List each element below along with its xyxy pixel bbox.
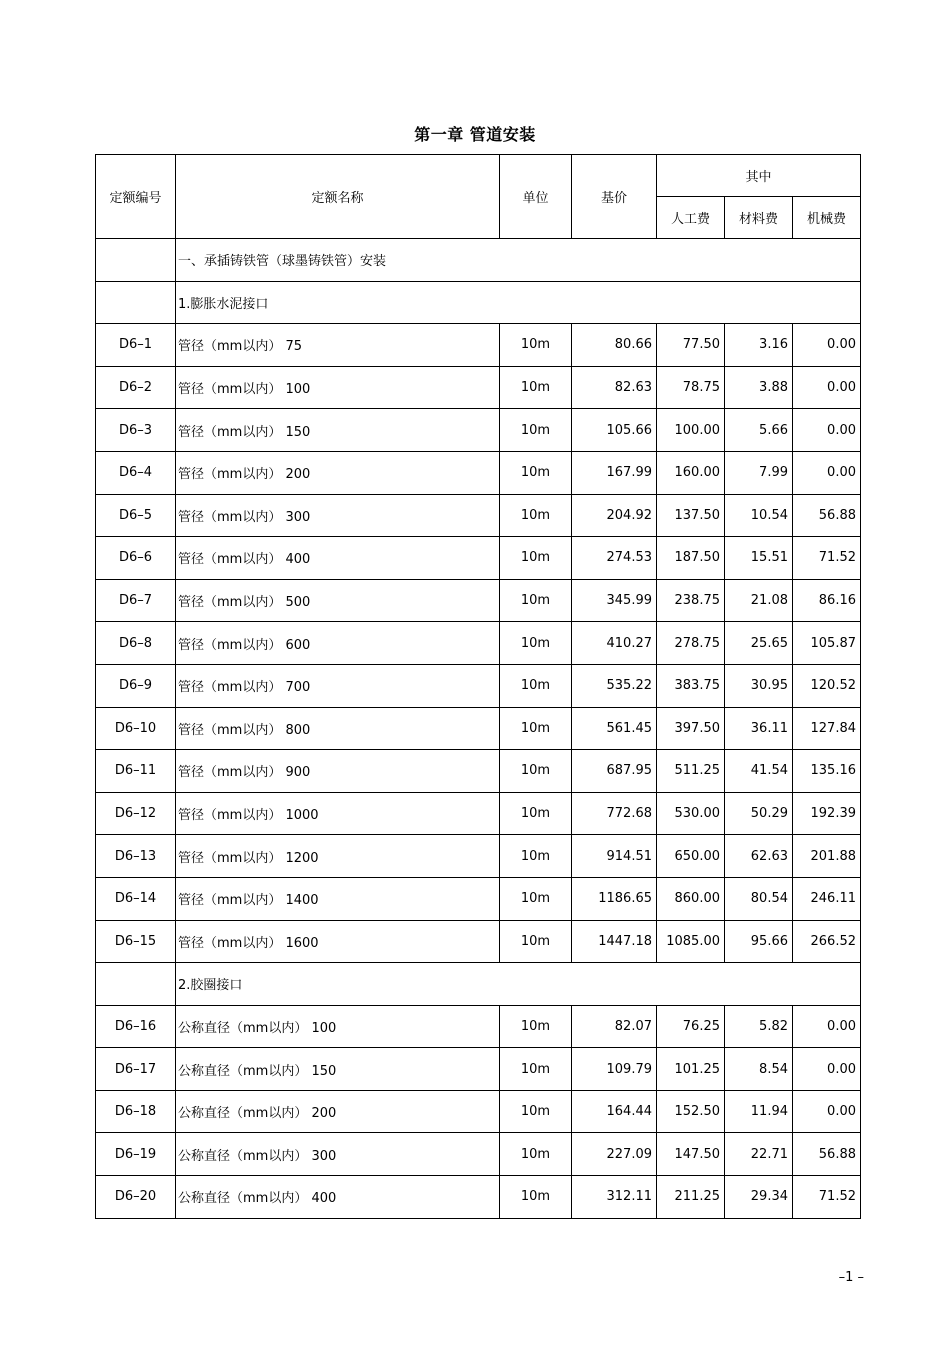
cell-code: D6–19	[96, 1133, 176, 1176]
cell-name: 管径（mm以内） 1200	[176, 835, 500, 878]
cell-name: 管径（mm以内） 800	[176, 707, 500, 750]
cell-labor: 650.00	[657, 835, 725, 878]
cell-material: 80.54	[725, 877, 793, 920]
cell-code: D6–13	[96, 835, 176, 878]
section-title: 一、承插铸铁管（球墨铸铁管）安装	[176, 239, 861, 282]
cell-material: 7.99	[725, 451, 793, 494]
cell-labor: 278.75	[657, 622, 725, 665]
cell-name: 管径（mm以内） 200	[176, 451, 500, 494]
cell-labor: 137.50	[657, 494, 725, 537]
cell-name: 公称直径（mm以内） 200	[176, 1090, 500, 1133]
table-row	[96, 451, 861, 494]
cell-name: 公称直径（mm以内） 300	[176, 1133, 500, 1176]
table-row	[96, 622, 861, 665]
table-row	[96, 366, 861, 409]
cell-code: D6–14	[96, 877, 176, 920]
cell-material: 5.82	[725, 1005, 793, 1048]
table-body	[96, 239, 861, 1219]
cell-name: 管径（mm以内） 900	[176, 750, 500, 793]
section-code-cell	[96, 963, 176, 1006]
table-row	[96, 579, 861, 622]
cell-material: 30.95	[725, 664, 793, 707]
cell-code: D6–20	[96, 1176, 176, 1219]
cell-name: 公称直径（mm以内） 150	[176, 1048, 500, 1091]
cell-unit: 10m	[500, 750, 572, 793]
cell-labor: 211.25	[657, 1176, 725, 1219]
cell-base-price: 1447.18	[572, 920, 657, 963]
cell-unit: 10m	[500, 324, 572, 367]
cell-base-price: 561.45	[572, 707, 657, 750]
cell-machine: 127.84	[793, 707, 861, 750]
cell-base-price: 82.07	[572, 1005, 657, 1048]
cell-code: D6–6	[96, 537, 176, 580]
cell-base-price: 164.44	[572, 1090, 657, 1133]
header-labor: 人工费	[657, 197, 725, 239]
cell-labor: 78.75	[657, 366, 725, 409]
cell-unit: 10m	[500, 664, 572, 707]
cell-unit: 10m	[500, 537, 572, 580]
cell-base-price: 109.79	[572, 1048, 657, 1091]
cell-name: 公称直径（mm以内） 100	[176, 1005, 500, 1048]
table-row	[96, 664, 861, 707]
cell-material: 21.08	[725, 579, 793, 622]
cell-material: 36.11	[725, 707, 793, 750]
cell-labor: 397.50	[657, 707, 725, 750]
cell-code: D6–5	[96, 494, 176, 537]
cell-name: 管径（mm以内） 1000	[176, 792, 500, 835]
cell-material: 22.71	[725, 1133, 793, 1176]
cell-unit: 10m	[500, 707, 572, 750]
cell-code: D6–1	[96, 324, 176, 367]
cell-code: D6–9	[96, 664, 176, 707]
cell-machine: 0.00	[793, 451, 861, 494]
cell-base-price: 1186.65	[572, 877, 657, 920]
cell-base-price: 80.66	[572, 324, 657, 367]
page-title: 第一章 管道安装	[414, 125, 536, 144]
cell-machine: 0.00	[793, 366, 861, 409]
cell-name: 管径（mm以内） 300	[176, 494, 500, 537]
table-row	[96, 750, 861, 793]
section-title: 1.膨胀水泥接口	[176, 281, 861, 324]
cell-machine: 246.11	[793, 877, 861, 920]
cell-machine: 71.52	[793, 537, 861, 580]
cell-material: 95.66	[725, 920, 793, 963]
cell-material: 5.66	[725, 409, 793, 452]
cell-material: 15.51	[725, 537, 793, 580]
cell-unit: 10m	[500, 366, 572, 409]
table-row	[96, 707, 861, 750]
table-row	[96, 920, 861, 963]
cell-machine: 266.52	[793, 920, 861, 963]
table-row	[96, 324, 861, 367]
cell-unit: 10m	[500, 579, 572, 622]
cell-machine: 0.00	[793, 1048, 861, 1091]
page-number: –1 –	[838, 1270, 864, 1285]
cell-base-price: 105.66	[572, 409, 657, 452]
cell-material: 50.29	[725, 792, 793, 835]
cell-code: D6–12	[96, 792, 176, 835]
cell-labor: 511.25	[657, 750, 725, 793]
header-name: 定额名称	[176, 155, 500, 239]
cell-machine: 86.16	[793, 579, 861, 622]
cell-machine: 192.39	[793, 792, 861, 835]
cell-machine: 0.00	[793, 409, 861, 452]
cell-code: D6–17	[96, 1048, 176, 1091]
cell-base-price: 535.22	[572, 664, 657, 707]
cell-material: 62.63	[725, 835, 793, 878]
cell-unit: 10m	[500, 1133, 572, 1176]
cell-labor: 100.00	[657, 409, 725, 452]
cell-code: D6–8	[96, 622, 176, 665]
cell-labor: 160.00	[657, 451, 725, 494]
cell-machine: 0.00	[793, 1090, 861, 1133]
cell-machine: 71.52	[793, 1176, 861, 1219]
cell-name: 管径（mm以内） 500	[176, 579, 500, 622]
cell-base-price: 82.63	[572, 366, 657, 409]
cell-base-price: 410.27	[572, 622, 657, 665]
cell-unit: 10m	[500, 835, 572, 878]
cell-machine: 105.87	[793, 622, 861, 665]
cell-unit: 10m	[500, 1005, 572, 1048]
section-row	[96, 963, 861, 1006]
table-row	[96, 1048, 861, 1091]
cell-machine: 135.16	[793, 750, 861, 793]
cell-name: 管径（mm以内） 400	[176, 537, 500, 580]
cell-code: D6–11	[96, 750, 176, 793]
section-row	[96, 239, 861, 282]
cell-base-price: 687.95	[572, 750, 657, 793]
cell-base-price: 345.99	[572, 579, 657, 622]
cell-material: 11.94	[725, 1090, 793, 1133]
cell-unit: 10m	[500, 409, 572, 452]
cell-name: 管径（mm以内） 100	[176, 366, 500, 409]
cell-machine: 120.52	[793, 664, 861, 707]
header-unit: 单位	[500, 155, 572, 239]
section-code-cell	[96, 239, 176, 282]
cell-code: D6–4	[96, 451, 176, 494]
cell-material: 3.16	[725, 324, 793, 367]
cell-base-price: 167.99	[572, 451, 657, 494]
section-title: 2.胶圈接口	[176, 963, 861, 1006]
cell-base-price: 204.92	[572, 494, 657, 537]
cell-name: 管径（mm以内） 75	[176, 324, 500, 367]
table-row	[96, 1133, 861, 1176]
cell-unit: 10m	[500, 1048, 572, 1091]
cell-base-price: 274.53	[572, 537, 657, 580]
cell-name: 管径（mm以内） 1400	[176, 877, 500, 920]
table-row	[96, 537, 861, 580]
cell-name: 管径（mm以内） 150	[176, 409, 500, 452]
cell-machine: 201.88	[793, 835, 861, 878]
cell-code: D6–10	[96, 707, 176, 750]
table-row	[96, 409, 861, 452]
section-code-cell	[96, 281, 176, 324]
cell-code: D6–2	[96, 366, 176, 409]
cell-labor: 860.00	[657, 877, 725, 920]
cell-labor: 76.25	[657, 1005, 725, 1048]
cell-labor: 77.50	[657, 324, 725, 367]
cell-unit: 10m	[500, 1176, 572, 1219]
header-of-which: 其中	[657, 155, 861, 197]
cell-base-price: 914.51	[572, 835, 657, 878]
cell-labor: 1085.00	[657, 920, 725, 963]
cell-unit: 10m	[500, 622, 572, 665]
cell-labor: 383.75	[657, 664, 725, 707]
cell-unit: 10m	[500, 451, 572, 494]
cell-labor: 238.75	[657, 579, 725, 622]
header-base-price: 基价	[572, 155, 657, 239]
cell-machine: 0.00	[793, 1005, 861, 1048]
cell-code: D6–16	[96, 1005, 176, 1048]
cell-machine: 0.00	[793, 324, 861, 367]
cell-machine: 56.88	[793, 494, 861, 537]
table-row	[96, 792, 861, 835]
cell-base-price: 312.11	[572, 1176, 657, 1219]
cell-labor: 530.00	[657, 792, 725, 835]
cell-code: D6–3	[96, 409, 176, 452]
section-row	[96, 281, 861, 324]
table-row	[96, 1005, 861, 1048]
cell-labor: 187.50	[657, 537, 725, 580]
quota-table	[95, 154, 861, 1219]
cell-unit: 10m	[500, 920, 572, 963]
cell-material: 25.65	[725, 622, 793, 665]
cell-unit: 10m	[500, 1090, 572, 1133]
cell-unit: 10m	[500, 792, 572, 835]
cell-name: 管径（mm以内） 700	[176, 664, 500, 707]
cell-name: 公称直径（mm以内） 400	[176, 1176, 500, 1219]
table-row	[96, 1176, 861, 1219]
cell-code: D6–18	[96, 1090, 176, 1133]
header-material: 材料费	[725, 197, 793, 239]
cell-name: 管径（mm以内） 600	[176, 622, 500, 665]
cell-code: D6–7	[96, 579, 176, 622]
cell-material: 8.54	[725, 1048, 793, 1091]
cell-name: 管径（mm以内） 1600	[176, 920, 500, 963]
cell-labor: 147.50	[657, 1133, 725, 1176]
header-machine: 机械费	[793, 197, 861, 239]
cell-machine: 56.88	[793, 1133, 861, 1176]
header-code: 定额编号	[96, 155, 176, 239]
cell-unit: 10m	[500, 877, 572, 920]
cell-unit: 10m	[500, 494, 572, 537]
cell-material: 29.34	[725, 1176, 793, 1219]
cell-labor: 152.50	[657, 1090, 725, 1133]
table-row	[96, 877, 861, 920]
cell-material: 10.54	[725, 494, 793, 537]
cell-base-price: 227.09	[572, 1133, 657, 1176]
cell-base-price: 772.68	[572, 792, 657, 835]
cell-material: 41.54	[725, 750, 793, 793]
cell-code: D6–15	[96, 920, 176, 963]
cell-labor: 101.25	[657, 1048, 725, 1091]
table-row	[96, 1090, 861, 1133]
table-row	[96, 835, 861, 878]
table-row	[96, 494, 861, 537]
cell-material: 3.88	[725, 366, 793, 409]
